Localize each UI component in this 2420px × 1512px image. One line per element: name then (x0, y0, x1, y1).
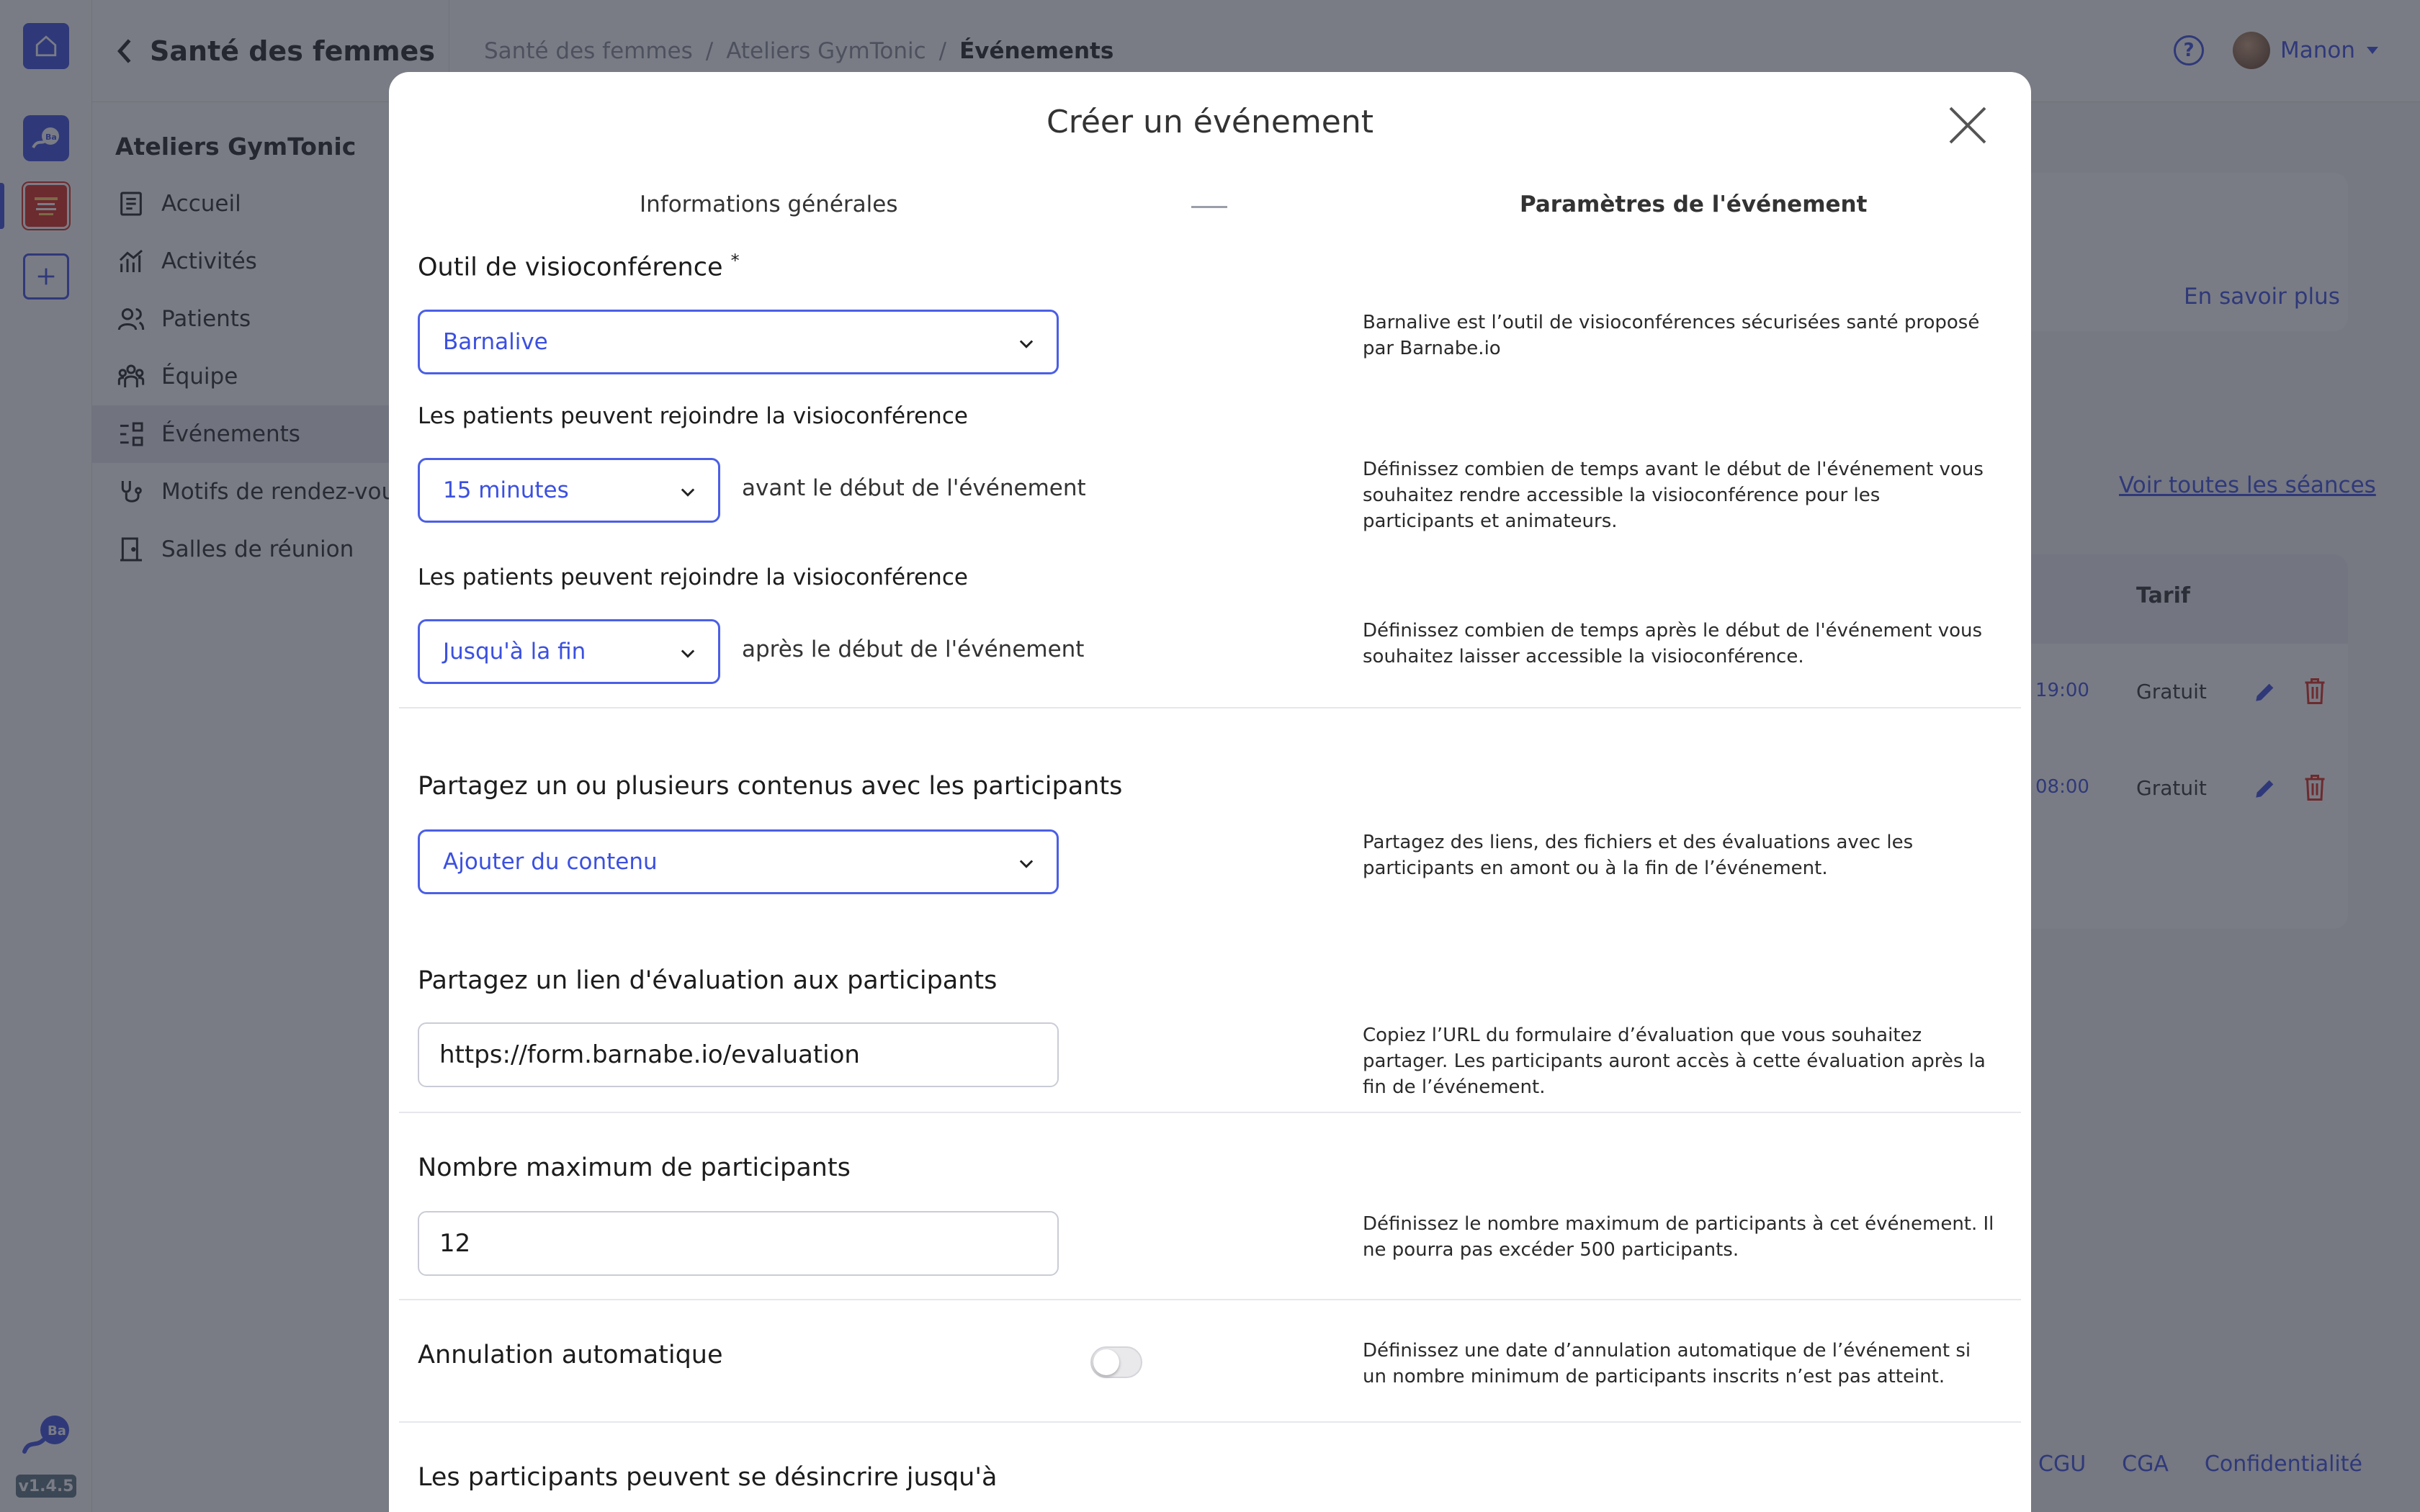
join-after-value: Jusqu'à la fin (443, 639, 586, 665)
add-content-value: Ajouter du contenu (443, 849, 658, 875)
join-after-label: Les patients peuvent rejoindre la visioconférence (418, 564, 968, 590)
chevron-down-icon (1016, 333, 1036, 354)
join-after-suffix: après le début de l'événement (742, 636, 1085, 662)
visio-tool-label-text: Outil de visioconférence (418, 253, 723, 282)
evaluation-link-description: Copiez l’URL du formulaire d’évaluation que vous souhaitez partager. Les participants auront accès à cette évaluation après la fin de l’événement. (1363, 1025, 1986, 1098)
visio-tool-description: Barnalive est l’outil de visioconférences sécurisées santé proposé par Barnabe.io (1363, 312, 1980, 359)
join-after-description: Définissez combien de temps après le début de l'événement vous souhaitez laisser accessible la visioconférence. (1363, 620, 1983, 667)
auto-cancel-label: Annulation automatique (418, 1341, 723, 1369)
close-icon[interactable] (1946, 104, 1989, 147)
share-content-description: Partagez des liens, des fichiers et des évaluations avec les participants en amont ou à la fin de l’événement. (1363, 832, 1914, 879)
section-divider (399, 707, 2021, 708)
evaluation-url-input[interactable] (418, 1022, 1059, 1087)
visio-tool-value: Barnalive (443, 329, 548, 355)
evaluation-link-label: Partagez un lien d'évaluation aux participants (418, 966, 998, 995)
add-content-select[interactable] (418, 829, 1059, 894)
chevron-down-icon (678, 482, 698, 502)
toggle-knob (1093, 1349, 1119, 1375)
max-participants-input[interactable] (418, 1211, 1059, 1276)
join-before-suffix: avant le début de l'événement (742, 475, 1086, 501)
section-divider (399, 1299, 2021, 1300)
step-separator (1191, 206, 1227, 208)
join-before-description: Définissez combien de temps avant le début de l'événement vous souhaitez rendre accessible la visioconférence pour les participants et animateurs. (1363, 459, 1984, 532)
step-event-settings[interactable]: Paramètres de l'événement (1520, 192, 1868, 217)
join-before-label: Les patients peuvent rejoindre la visioconférence (418, 403, 968, 429)
auto-cancel-toggle[interactable] (1090, 1346, 1142, 1378)
section-divider (399, 1112, 2021, 1113)
unsubscribe-deadline-label: Les participants peuvent se désincrire jusqu'à (418, 1463, 998, 1492)
section-divider (399, 1421, 2021, 1423)
max-participants-value: 12 (439, 1229, 471, 1258)
auto-cancel-description: Définissez une date d’annulation automatique de l’événement si un nombre minimum de participants inscrits n’est pas atteint. (1363, 1340, 1971, 1387)
required-mark: * (730, 251, 740, 271)
stepper (389, 192, 2031, 220)
share-content-label: Partagez un ou plusieurs contenus avec les participants (418, 772, 1123, 801)
create-event-modal (389, 72, 2031, 1512)
visio-tool-select[interactable] (418, 310, 1059, 374)
evaluation-url-value: https://form.barnabe.io/evaluation (439, 1040, 860, 1069)
max-participants-description: Définissez le nombre maximum de participants à cet événement. Il ne pourra pas excéder 500 participants. (1363, 1213, 1994, 1261)
step-general-info[interactable]: Informations générales (640, 192, 898, 217)
chevron-down-icon (678, 643, 698, 663)
visio-tool-label (418, 251, 740, 282)
join-before-select[interactable] (418, 458, 720, 523)
max-participants-label: Nombre maximum de participants (418, 1153, 851, 1182)
join-before-value: 15 minutes (443, 477, 569, 503)
chevron-down-icon (1016, 853, 1036, 873)
modal-title: Créer un événement (1046, 104, 1374, 140)
join-after-select[interactable] (418, 619, 720, 684)
